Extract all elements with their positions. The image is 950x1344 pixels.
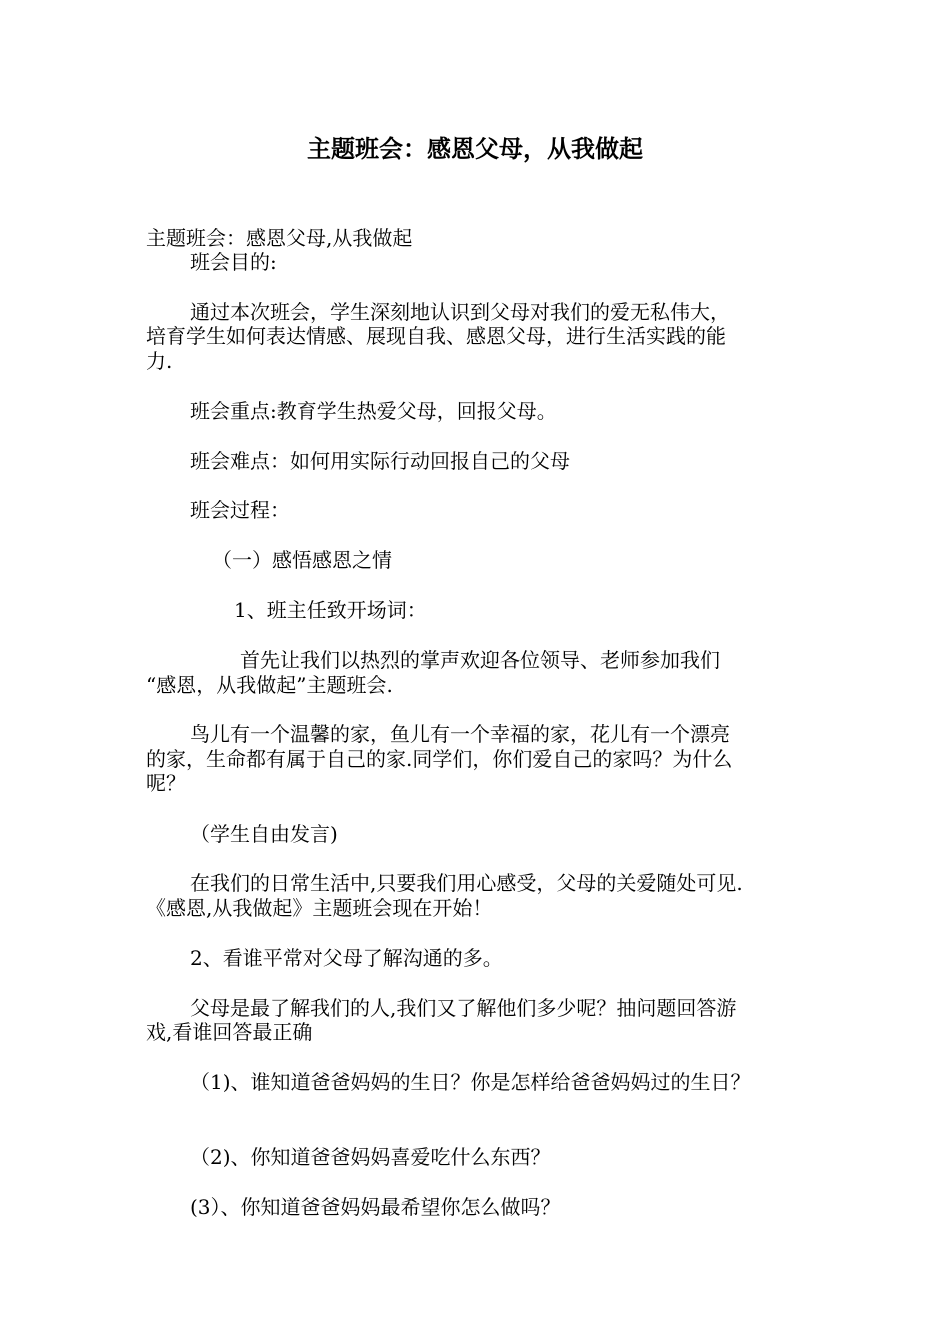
text-line: 首先让我们以热烈的掌声欢迎各位领导、老师参加我们 <box>240 648 720 672</box>
text-line: （1)、谁知道爸爸妈妈的生日？你是怎样给爸爸妈妈过的生日？ <box>190 1070 751 1094</box>
text-line: 班会过程： <box>190 498 290 522</box>
text-line: （一）感悟感恩之情 <box>212 548 392 572</box>
text-line: （学生自由发言) <box>190 822 338 846</box>
text-line: （2)、你知道爸爸妈妈喜爱吃什么东西？ <box>190 1145 551 1169</box>
text-line: 呢？ <box>146 771 186 795</box>
text-line: 班会难点：如何用实际行动回报自己的父母 <box>190 449 570 473</box>
text-line: 父母是最了解我们的人,我们又了解他们多少呢？抽问题回答游 <box>190 996 737 1020</box>
text-line: 通过本次班会，学生深刻地认识到父母对我们的爱无私伟大， <box>190 300 730 324</box>
text-line: 力. <box>146 349 173 373</box>
text-line: 的家，生命都有属于自己的家.同学们，你们爱自己的家吗？为什么 <box>146 747 733 771</box>
text-line: 《感恩,从我做起》主题班会现在开始！ <box>146 896 493 920</box>
text-line: 在我们的日常生活中,只要我们用心感受，父母的关爱随处可见. <box>190 871 743 895</box>
text-line: (3）、你知道爸爸妈妈最希望你怎么做吗？ <box>190 1195 561 1219</box>
document-title: 主题班会：感恩父母，从我做起 <box>307 134 643 163</box>
text-line: 2、看谁平常对父母了解沟通的多。 <box>190 946 503 970</box>
text-line: 班会重点:教育学生热爱父母，回报父母。 <box>190 399 557 423</box>
text-line: 鸟儿有一个温馨的家，鱼儿有一个幸福的家，花儿有一个漂亮 <box>190 722 730 746</box>
text-line: “感恩，从我做起”主题班会. <box>146 673 393 697</box>
text-line: 班会目的: <box>190 250 277 274</box>
text-line: 戏,看谁回答最正确 <box>146 1020 313 1044</box>
text-line: 培育学生如何表达情感、展现自我、感恩父母，进行生活实践的能 <box>146 324 726 348</box>
text-line: 1、班主任致开场词： <box>234 598 427 622</box>
text-line: 主题班会：感恩父母,从我做起 <box>146 226 413 250</box>
